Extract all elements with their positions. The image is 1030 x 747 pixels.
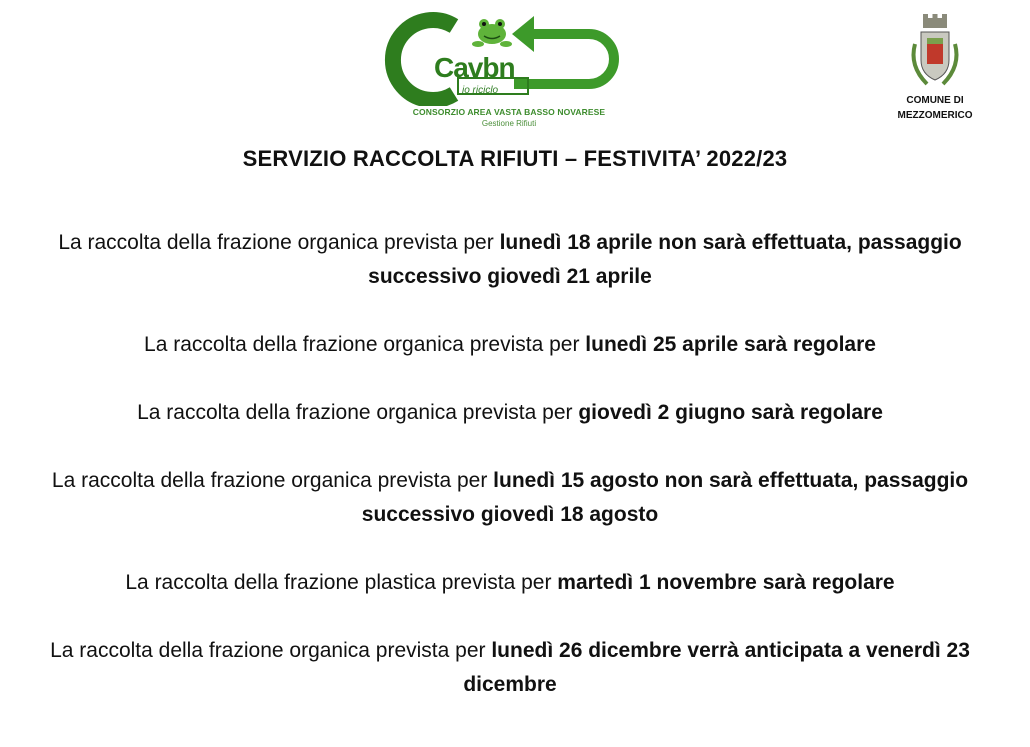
coat-of-arms-icon xyxy=(905,14,965,92)
municipality-name-line2: MEZZOMERICO xyxy=(897,110,973,121)
notice-item xyxy=(10,328,1010,362)
municipality-name-line1: COMUNE DI xyxy=(906,95,964,106)
notice-item xyxy=(10,464,1010,532)
frog-icon xyxy=(472,19,512,47)
notice-highlight: lunedì 18 aprile non sarà effettuata, passaggio successivo giovedì 21 aprile xyxy=(368,231,962,288)
notice-list xyxy=(10,226,1010,736)
notice-highlight: giovedì 2 giugno sarà regolare xyxy=(578,401,883,424)
notice-highlight: lunedì 15 agosto non sarà effettuata, passaggio successivo giovedì 18 agosto xyxy=(361,469,969,526)
notice-highlight: lunedì 25 aprile sarà regolare xyxy=(585,333,876,356)
notice-item xyxy=(10,566,1010,600)
logo-org-subtitle: Gestione Rifiuti xyxy=(481,119,537,128)
notice-item xyxy=(10,634,1010,702)
cavbn-logo xyxy=(384,6,634,132)
notice-item xyxy=(10,396,1010,430)
logo-wordmark: Cavbn xyxy=(434,52,515,83)
notice-text: La raccolta della frazione organica prevista per xyxy=(51,469,494,492)
notice-text: La raccolta della frazione organica prevista per xyxy=(144,333,586,356)
logo-tagline: io riciclo xyxy=(462,85,499,96)
logo-org-name: CONSORZIO AREA VASTA BASSO NOVARESE xyxy=(412,107,606,117)
notice-text: La raccolta della frazione organica prevista per xyxy=(137,401,579,424)
notice-text: La raccolta della frazione plastica prevista per xyxy=(125,571,558,594)
notice-item xyxy=(10,226,1010,294)
page-title: SERVIZIO RACCOLTA RIFIUTI – FESTIVITA’ 2022/23 xyxy=(242,146,788,171)
notice-text: La raccolta della frazione organica prevista per xyxy=(58,231,500,254)
notice-highlight: martedì 1 novembre sarà regolare xyxy=(557,571,895,594)
municipality-crest xyxy=(880,14,990,134)
notice-text: La raccolta della frazione organica prevista per xyxy=(50,639,492,662)
notice-highlight: lunedì 26 dicembre verrà anticipata a venerdì 23 dicembre xyxy=(463,639,970,696)
